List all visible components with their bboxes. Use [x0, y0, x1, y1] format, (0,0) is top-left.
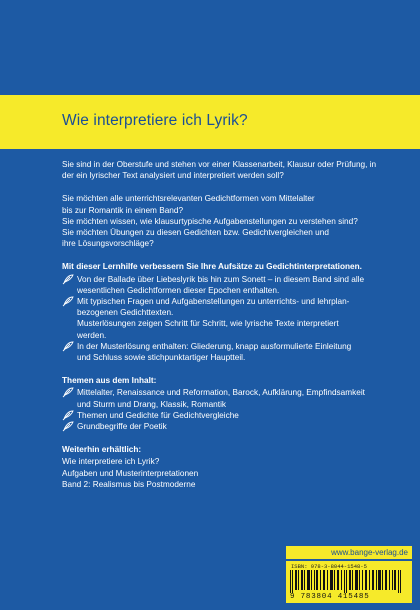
quill-pen-icon — [62, 341, 74, 352]
text-line: bezogenen Gedichttexten. — [77, 308, 174, 318]
topics-heading: Themen aus dem Inhalt: — [62, 376, 157, 386]
benefits-heading: Mit dieser Lernhilfe verbessern Sie Ihre Aufsätze zu Gedichtinterpretationen. — [62, 262, 362, 272]
text-line: Sie möchten alle unterrichtsrelevanten Gedichtformen vom Mittelalter — [62, 194, 315, 204]
text-line: In der Musterlösung enthalten: Gliederung, knapp ausformulierte Einleitung — [77, 341, 352, 351]
isbn-text: ISBN: 978-3-8044-1548-5 — [291, 563, 367, 570]
list-item — [62, 410, 402, 421]
barcode-panel — [286, 561, 412, 603]
list-item — [62, 296, 402, 341]
text-line: werden. — [77, 330, 107, 340]
text-line: Wie interpretiere ich Lyrik? — [62, 457, 160, 467]
list-item — [62, 387, 402, 409]
text-line: und Sturm und Drang, Klassik, Romantik — [77, 399, 227, 409]
text-line: Mit typischen Fragen und Aufgabenstellungen zu unterrichts- und lehrplan- — [77, 297, 350, 307]
further-heading: Weiterhin erhältlich: — [62, 445, 142, 455]
list-item — [62, 421, 402, 432]
text-line: Sie möchten Übungen zu diesen Gedichten bzw. Gedichtvergleichen und — [62, 228, 329, 238]
text-line: Sie sind in der Oberstufe und stehen vor einer Klassenarbeit, Klausur oder Prüfung, in — [62, 160, 377, 169]
barcode-digits: 9 783804 415485 — [290, 593, 370, 601]
text-line: Sie möchten wissen, wie klausurtypische Aufgabenstellungen zu verstehen sind? — [62, 216, 358, 226]
text-line: und Schluss sowie stichpunktartiger Hauptteil. — [77, 353, 246, 363]
intro-paragraph-1 — [62, 159, 402, 181]
intro-paragraph-2 — [62, 193, 402, 249]
text-line: Von der Ballade über Liebeslyrik bis hin zum Sonett – in diesem Band sind alle — [77, 274, 365, 284]
topics-list — [62, 387, 402, 432]
text-line: Band 2: Realismus bis Postmoderne — [62, 479, 196, 489]
text-line: Themen und Gedichte für Gedichtvergleiche — [77, 410, 239, 420]
benefits-list — [62, 274, 402, 364]
text-line: bis zur Romantik in einem Band? — [62, 205, 184, 215]
list-item — [62, 274, 402, 296]
list-item — [62, 341, 402, 363]
quill-pen-icon — [62, 296, 74, 307]
blurb — [62, 159, 402, 490]
text-line: Aufgaben und Musterinterpretationen — [62, 468, 199, 478]
quill-pen-icon — [62, 421, 74, 432]
page-title: Wie interpretiere ich Lyrik? — [62, 112, 248, 129]
further-titles — [62, 456, 402, 490]
title-banner — [0, 95, 420, 149]
quill-pen-icon — [62, 274, 74, 285]
text-line: Grundbegriffe der Poetik — [77, 422, 167, 432]
barcode-icon — [290, 570, 408, 593]
text-line: ihre Lösungsvorschläge? — [62, 239, 154, 249]
text-line: Mittelalter, Renaissance und Reformation, Barock, Aufklärung, Empfindsamkeit — [77, 388, 365, 398]
quill-pen-icon — [62, 410, 74, 421]
text-line: der ein lyrischer Text analysiert und interpretiert werden soll? — [62, 171, 284, 181]
text-line: Musterlösungen zeigen Schritt für Schritt, wie lyrische Texte interpretiert — [77, 319, 339, 329]
text-line: wesentlichen Gedichtformen dieser Epochen enthalten. — [77, 285, 280, 295]
publisher-url: www.bange-verlag.de — [286, 546, 412, 559]
quill-pen-icon — [62, 387, 74, 398]
